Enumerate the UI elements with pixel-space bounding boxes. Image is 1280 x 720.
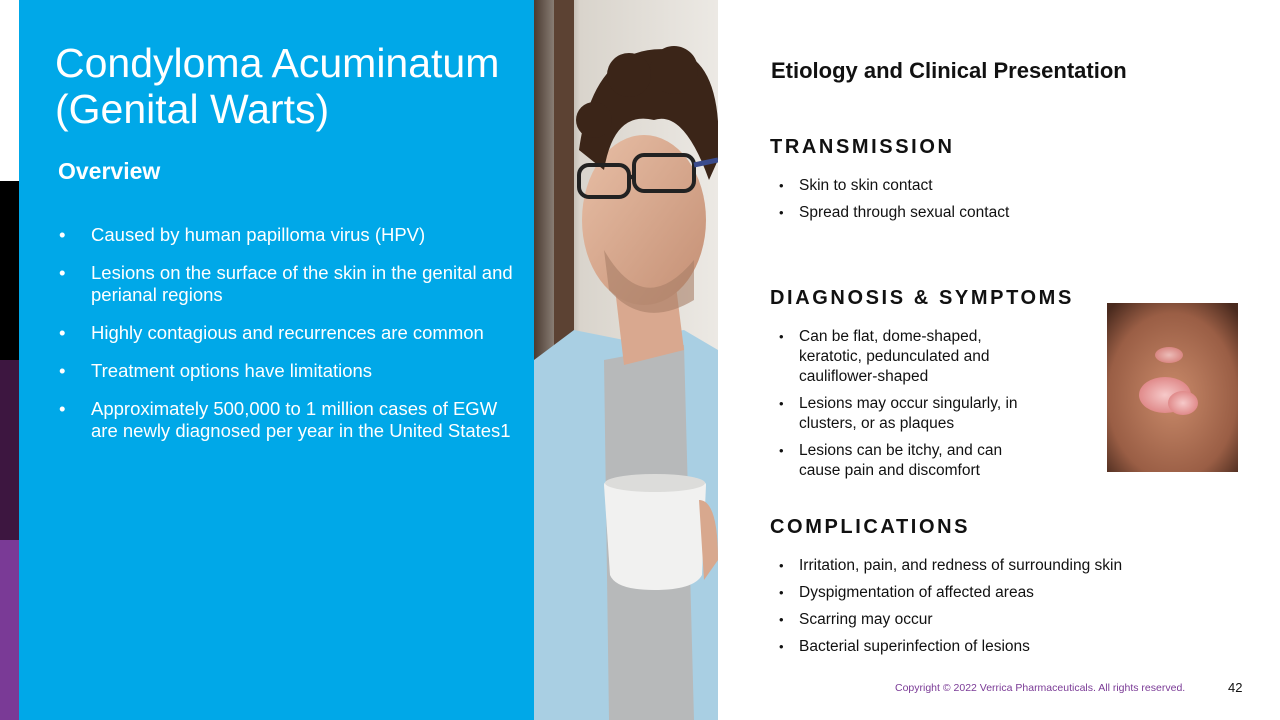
list-item (777, 394, 1032, 434)
page-number: 42 (1228, 680, 1243, 695)
list-item (55, 322, 515, 344)
overview-item-text: Treatment options have limitations (91, 360, 373, 381)
bullet-icon: • (779, 396, 784, 411)
complications-heading: COMPLICATIONS (770, 516, 971, 538)
bullet-icon: • (59, 262, 66, 283)
bullet-icon: • (779, 558, 784, 573)
overview-item-text: Caused by human papilloma virus (HPV) (91, 224, 426, 245)
bullet-icon: • (779, 178, 784, 193)
bullet-icon: • (779, 205, 784, 220)
slide-title-line1: Condyloma Acuminatum (55, 40, 500, 86)
section-title: Etiology and Clinical Presentation (771, 58, 1127, 83)
overview-heading: Overview (58, 158, 161, 184)
bullet-icon: • (779, 639, 784, 654)
overview-item-text: Lesions on the surface of the skin in the genital and perianal regions (91, 262, 513, 305)
complications-item-text: Irritation, pain, and redness of surrounding skin (799, 557, 1123, 574)
diagnosis-item-text: Can be flat, dome-shaped, keratotic, pedunculated and cauliflower-shaped (799, 328, 990, 385)
list-item (777, 583, 1197, 603)
bullet-icon: • (779, 329, 784, 344)
slide-title (55, 40, 525, 132)
diagnosis-item-text: Lesions can be itchy, and can cause pain and discomfort (799, 442, 1003, 479)
transmission-item-text: Spread through sexual contact (799, 204, 1010, 221)
overview-item-text: Approximately 500,000 to 1 million cases of EGW are newly diagnosed per year in the United States1 (91, 398, 511, 441)
list-item (777, 637, 1197, 657)
list-item (777, 556, 1197, 576)
complications-item-text: Bacterial superinfection of lesions (799, 638, 1030, 655)
transmission-list (777, 176, 1097, 230)
list-item (55, 262, 515, 306)
list-item (777, 610, 1197, 630)
slide-title-line2: (Genital Warts) (55, 86, 330, 132)
diagnosis-item-text: Lesions may occur singularly, in clusters, or as plaques (799, 395, 1018, 432)
left-strip-black (0, 181, 19, 360)
bullet-icon: • (779, 585, 784, 600)
overview-panel (19, 0, 534, 720)
left-strip-white (0, 0, 19, 181)
list-item (777, 176, 1097, 196)
transmission-item-text: Skin to skin contact (799, 177, 933, 194)
bullet-icon: • (59, 360, 66, 381)
skin-lesion-photo (1107, 303, 1238, 472)
list-item (777, 203, 1097, 223)
man-holding-mug-photo (534, 0, 718, 720)
bullet-icon: • (59, 224, 66, 245)
copyright-notice: Copyright © 2022 Verrica Pharmaceuticals. All rights reserved. (895, 682, 1186, 694)
left-strip-purple (0, 540, 19, 720)
bullet-icon: • (59, 322, 66, 343)
bullet-icon: • (779, 443, 784, 458)
overview-list (55, 224, 515, 458)
transmission-heading: TRANSMISSION (770, 136, 955, 158)
list-item (777, 327, 1032, 387)
left-strip-plum (0, 360, 19, 540)
overview-item-text: Highly contagious and recurrences are common (91, 322, 484, 343)
bullet-icon: • (779, 612, 784, 627)
list-item (55, 360, 515, 382)
complications-list (777, 556, 1197, 664)
list-item (55, 398, 515, 442)
complications-item-text: Scarring may occur (799, 611, 933, 628)
bullet-icon: • (59, 398, 66, 419)
list-item (777, 441, 1032, 481)
list-item (55, 224, 515, 246)
diagnosis-heading: DIAGNOSIS & SYMPTOMS (770, 287, 1074, 309)
complications-item-text: Dyspigmentation of affected areas (799, 584, 1034, 601)
diagnosis-list (777, 327, 1032, 488)
